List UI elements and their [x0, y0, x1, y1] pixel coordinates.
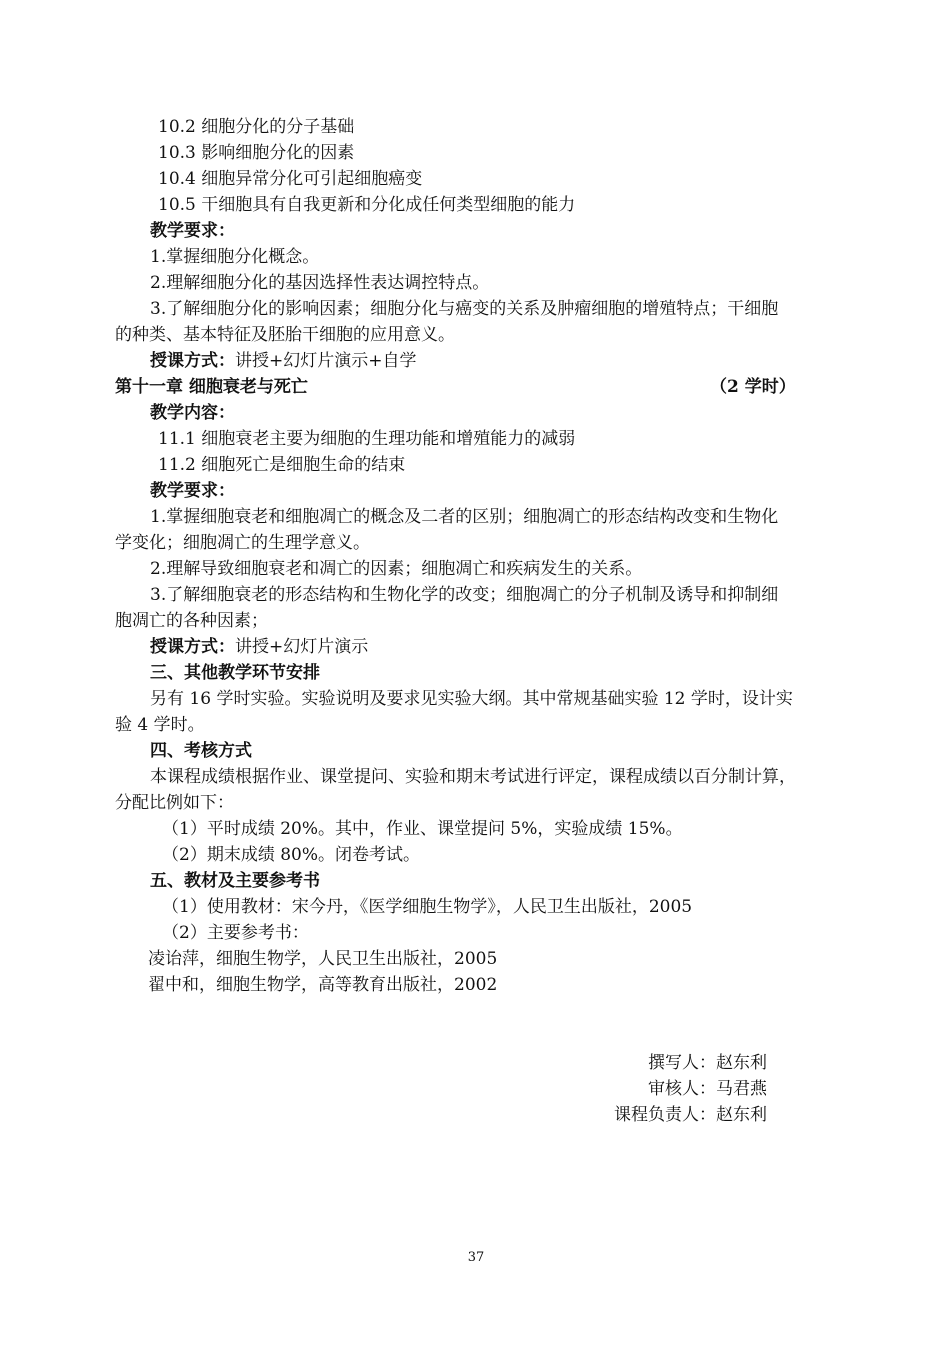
- section-4-item-1: （1）平时成绩 20%。其中，作业、课堂提问 5%，实验成绩 15%。: [162, 819, 683, 839]
- teaching-requirements-heading-10: 教学要求：: [150, 221, 235, 241]
- requirement-10-3-line2: 的种类、基本特征及胚胎干细胞的应用意义。: [115, 325, 455, 345]
- teaching-content-heading-11: 教学内容：: [150, 403, 235, 423]
- requirement-11-3-line2: 胞凋亡的各种因素；: [115, 611, 268, 631]
- reference-1: 凌诒萍，细胞生物学，人民卫生出版社，2005: [148, 949, 498, 969]
- section-3-heading: 三、其他教学环节安排: [150, 663, 320, 683]
- page-number: 37: [467, 1250, 485, 1265]
- requirement-11-1-line1: 1.掌握细胞衰老和细胞凋亡的概念及二者的区别；细胞凋亡的形态结构改变和生物化: [150, 507, 779, 527]
- signature-writer: 撰写人：赵东利: [648, 1053, 767, 1073]
- teaching-method-label: 授课方式：: [150, 351, 235, 371]
- section-5-heading: 五、教材及主要参考书: [150, 871, 320, 891]
- teaching-method-text: 讲授+幻灯片演示: [235, 637, 369, 657]
- section-4-heading: 四、考核方式: [150, 741, 252, 761]
- teaching-method-11: [150, 634, 368, 660]
- chapter-11-title: 第十一章 细胞衰老与死亡: [115, 377, 308, 397]
- requirement-11-1-line2: 学变化；细胞凋亡的生理学意义。: [115, 533, 370, 553]
- signature-reviewer: 审核人：马君燕: [648, 1079, 767, 1099]
- teaching-requirements-heading-11: 教学要求：: [150, 481, 235, 501]
- section-10-5: 10.5 干细胞具有自我更新和分化成任何类型细胞的能力: [158, 195, 576, 215]
- chapter-11-hours: （2 学时）: [710, 377, 796, 397]
- section-3-text-line2: 验 4 学时。: [115, 715, 205, 735]
- section-10-3: 10.3 影响细胞分化的因素: [158, 143, 355, 163]
- requirement-10-2: 2.理解细胞分化的基因选择性表达调控特点。: [150, 273, 490, 293]
- section-3-text-line1: 另有 16 学时实验。实验说明及要求见实验大纲。其中常规基础实验 12 学时，设计实: [150, 689, 793, 709]
- section-5-textbook: （1）使用教材：宋今丹，《医学细胞生物学》，人民卫生出版社，2005: [162, 897, 693, 917]
- requirement-11-3-line1: 3.了解细胞衰老的形态结构和生物化学的改变；细胞凋亡的分子机制及诱导和抑制细: [150, 585, 779, 605]
- teaching-method-label: 授课方式：: [150, 637, 235, 657]
- section-10-2: 10.2 细胞分化的分子基础: [158, 117, 355, 137]
- requirement-10-1: 1.掌握细胞分化概念。: [150, 247, 320, 267]
- teaching-method-10: [150, 348, 417, 374]
- section-10-4: 10.4 细胞异常分化可引起细胞癌变: [158, 169, 423, 189]
- section-5-references-label: （2）主要参考书：: [162, 923, 309, 943]
- section-11-2: 11.2 细胞死亡是细胞生命的结束: [158, 455, 406, 475]
- requirement-11-2: 2.理解导致细胞衰老和凋亡的因素；细胞凋亡和疾病发生的关系。: [150, 559, 643, 579]
- teaching-method-text: 讲授+幻灯片演示+自学: [235, 351, 417, 371]
- section-4-text-line2: 分配比例如下：: [115, 793, 234, 813]
- signature-course-owner: 课程负责人：赵东利: [614, 1105, 767, 1125]
- requirement-10-3-line1: 3.了解细胞分化的影响因素；细胞分化与癌变的关系及肿瘤细胞的增殖特点；干细胞: [150, 299, 779, 319]
- section-4-text-line1: 本课程成绩根据作业、课堂提问、实验和期末考试进行评定，课程成绩以百分制计算，: [150, 767, 796, 787]
- reference-2: 翟中和，细胞生物学，高等教育出版社，2002: [148, 975, 498, 995]
- section-11-1: 11.1 细胞衰老主要为细胞的生理功能和增殖能力的减弱: [158, 429, 576, 449]
- section-4-item-2: （2）期末成绩 80%。闭卷考试。: [162, 845, 421, 865]
